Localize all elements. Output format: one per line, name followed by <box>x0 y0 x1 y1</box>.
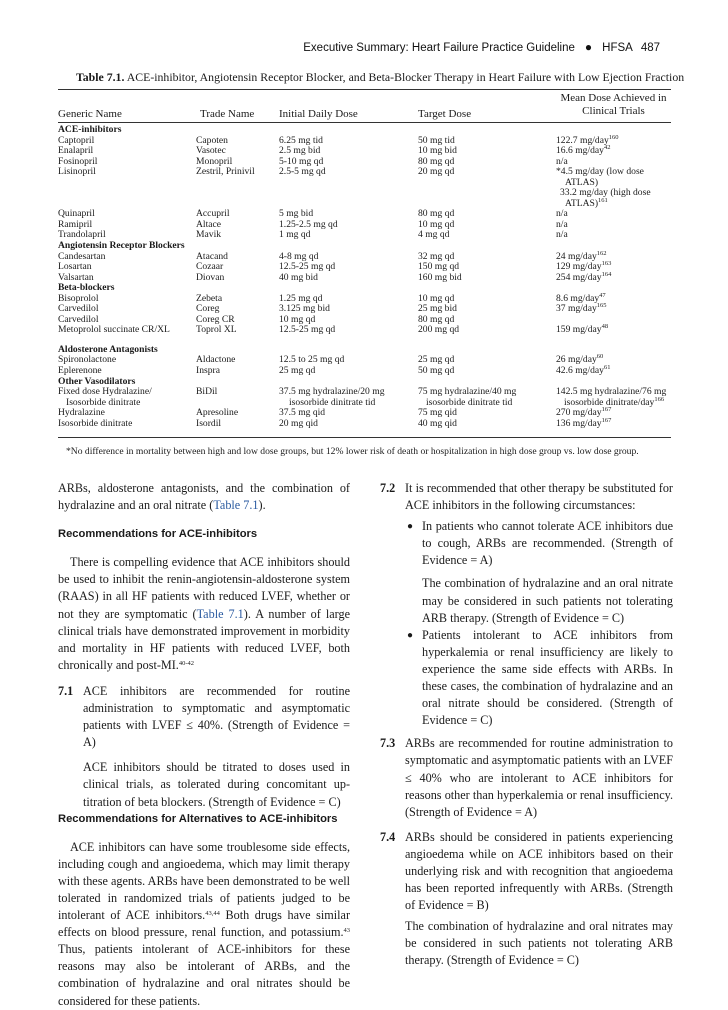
citation[interactable]: 47 <box>599 291 606 299</box>
col-initial-dose: Initial Daily Dose <box>279 108 358 120</box>
citation[interactable]: 43 <box>343 927 350 935</box>
generic-name: Fixed dose Hydralazine/ Isosorbide dinitrate <box>58 386 152 408</box>
generic-name: Bisoprolol <box>58 292 99 304</box>
mean-dose: 142.5 mg hydralazine/76 mg isosorbide dinitrate/day$^{166}$ <box>556 386 667 408</box>
citation[interactable]: 166 <box>654 395 665 403</box>
table-row <box>58 270 671 284</box>
target-dose: 80 mg qd <box>418 313 455 325</box>
generic-name: Carvedilol <box>58 303 99 315</box>
category-label: Angiotensin Receptor Blockers <box>58 240 185 252</box>
page-number: 487 <box>640 42 660 54</box>
table-row <box>58 387 671 408</box>
generic-name: Trandolapril <box>58 229 106 241</box>
trade-name: Isordil <box>196 417 222 429</box>
trade-name: Diovan <box>196 271 225 283</box>
bullet-cough-note: The combination of hydralazine and an oral nitrate may be considered in such patients not tolerating ARB therapy. (Strength of Evidence = C) <box>422 576 673 625</box>
recommendation-7-4-note: The combination of hydralazine and oral nitrates may be considered in such patients not tolerating ARB therapy. (Strength of Evidence = C) <box>405 919 673 968</box>
citation[interactable]: 60 <box>596 353 604 361</box>
generic-name: Spironolactone <box>58 354 117 366</box>
trade-name: Coreg <box>196 303 220 315</box>
generic-name: Hydralazine <box>58 407 105 419</box>
citation[interactable]: 42 <box>603 144 611 152</box>
mean-dose: 16.6 mg/day$^{42}$ <box>556 144 611 157</box>
mean-dose: 8.6 mg/day$^{47}$ <box>556 291 606 304</box>
mean-dose: n/a <box>556 229 568 241</box>
target-dose: 20 mg qd <box>418 166 455 178</box>
citation[interactable]: 165 <box>596 302 607 310</box>
journal-title: Executive Summary: Heart Failure Practice Guideline <box>303 42 575 54</box>
mean-dose: 24 mg/day$^{162}$ <box>556 249 607 262</box>
generic-name: Fosinopril <box>58 155 98 167</box>
trade-name: Vasotec <box>196 145 226 157</box>
citation[interactable]: 40-42 <box>178 659 194 667</box>
generic-name: Isosorbide dinitrate <box>58 417 133 429</box>
table-label: Table 7.1. <box>76 70 125 84</box>
generic-name: Losartan <box>58 261 92 273</box>
table-row <box>58 416 671 430</box>
initial-dose: 12.5 to 25 mg qd <box>279 354 345 366</box>
citation[interactable]: 167 <box>601 416 612 424</box>
trade-name: Mavik <box>196 229 222 241</box>
generic-name: Ramipril <box>58 218 93 230</box>
table-bottom-rule <box>58 437 671 438</box>
table-link[interactable]: Table 7.1 <box>196 606 244 621</box>
trade-name: Coreg CR <box>196 313 235 325</box>
table-row <box>58 167 671 209</box>
category-label: Other Vasodilators <box>58 375 136 387</box>
initial-dose: 1 mg qd <box>279 229 311 241</box>
table-row <box>58 220 671 231</box>
mean-dose: n/a <box>556 218 568 230</box>
recommendation-7-1-note: ACE inhibitors should be titrated to doses used in clinical trials, as tolerated during concomitant up-titration of beta blockers. (Strength of Evidence = C) <box>83 760 350 809</box>
target-dose: 200 mg qd <box>418 324 460 336</box>
generic-name: Captopril <box>58 134 95 146</box>
trade-name: Cozaar <box>196 261 224 273</box>
initial-dose: 25 mg qd <box>279 365 316 376</box>
citation[interactable]: 163 <box>601 260 612 268</box>
recommendation-7-4: 7.4 ARBs should be considered in patients experiencing angioedema while on ACE inhibitors based on their underlying risk and with recognition that angioedema has been reported infrequently with ARBs. (Strength of Evidence = B) <box>380 829 673 913</box>
table-caption <box>76 70 696 85</box>
citation[interactable]: 160 <box>608 133 619 141</box>
target-dose: 50 mg tid <box>418 134 455 146</box>
generic-name: Carvedilol <box>58 313 99 325</box>
trade-name: Altace <box>196 218 222 230</box>
trade-name: Zebeta <box>196 292 223 304</box>
generic-name: Metoprolol succinate CR/XL <box>58 324 170 336</box>
bullet-icon: ● <box>407 521 414 533</box>
table-body <box>58 125 671 429</box>
target-dose: 80 mg qd <box>418 155 455 167</box>
table-row <box>58 209 671 220</box>
mean-dose: 254 mg/day$^{164}$ <box>556 270 612 283</box>
mean-dose: n/a <box>556 208 568 220</box>
citation[interactable]: 161 <box>598 196 608 204</box>
category-label: Beta-blockers <box>58 282 115 294</box>
target-dose: 75 mg hydralazine/40 mg isosorbide dinitrate tid <box>418 386 517 408</box>
initial-dose: 3.125 mg bid <box>279 303 330 315</box>
target-dose: 4 mg qd <box>418 229 450 241</box>
society-name: HFSA <box>602 42 633 54</box>
initial-dose: 20 mg qid <box>279 417 318 429</box>
table-link[interactable]: Table 7.1 <box>213 498 259 513</box>
mean-dose: *4.5 mg/day (low dose ATLAS) 33.2 mg/day (high dose ATLAS)$^{161}$ <box>556 166 651 209</box>
trade-name: Aldactone <box>196 354 236 366</box>
recommendation-7-2: 7.2 It is recommended that other therapy be substituted for ACE inhibitors in the following circumstances: <box>380 481 673 513</box>
trade-name: BiDil <box>196 386 218 398</box>
trade-name: Inspra <box>196 365 220 376</box>
citation[interactable]: 61 <box>603 364 611 371</box>
mean-dose: 26 mg/day$^{60}$ <box>556 353 604 366</box>
mean-dose: 42.6 mg/day$^{61}$ <box>556 364 611 376</box>
alternatives-paragraph: ACE inhibitors can have some troublesome side effects, including cough and angioedema, which may limit therapy with these agents. ARBs have been demonstrated to be well tolerated in randomized trials of patients judged to be intolerant of ACE inhibitors.$^{43,44}$ Both drugs have similar effects on blood pressure, renal function, and potassium.$^{43}$ Thus, patients intolerant of ACE-inhibitors for these reasons may also be intolerant of ARBs, and the combination of hydralazine and oral nitrates should be considered for these patients. <box>58 839 351 1008</box>
col-mean-dose: Mean Dose Achieved in Clinical Trials <box>560 92 667 117</box>
target-dose: 80 mg qd <box>418 208 455 220</box>
col-generic-name: Generic Name <box>58 108 122 120</box>
target-dose: 25 mg bid <box>418 303 457 315</box>
initial-dose: 5-10 mg qd <box>279 155 324 167</box>
citation[interactable]: 48 <box>601 323 609 331</box>
left-column <box>58 480 350 1010</box>
target-dose: 160 mg bid <box>418 271 462 283</box>
initial-dose: 37.5 mg qid <box>279 407 326 419</box>
target-dose: 10 mg qd <box>418 292 455 304</box>
mean-dose: 270 mg/day$^{167}$ <box>556 406 612 419</box>
category-label: ACE-inhibitors <box>58 124 122 135</box>
initial-dose: 1.25-2.5 mg qd <box>279 218 338 230</box>
table-footnote: *No difference in mortality between high and low dose groups, but 12% lower risk of death or hospitalization in high dose group vs. low dose group. <box>66 446 639 457</box>
col-target-dose: Target Dose <box>418 108 472 120</box>
initial-dose: 12.5-25 mg qd <box>279 324 336 336</box>
initial-dose: 10 mg qd <box>279 313 316 325</box>
mean-dose: n/a <box>556 155 568 167</box>
trade-name: Apresoline <box>196 407 239 419</box>
target-dose: 10 mg qd <box>418 218 455 230</box>
bullet-hyperkalemia: ● Patients intolerant to ACE inhibitors from hyperkalemia or renal insufficiency are likely to experience the same side effects with ARBs. In these cases, the combination of hydralazine and an oral nitrate should be considered. (Strength of Evidence = C) <box>407 627 673 728</box>
section-heading-alternatives: Recommendations for Alternatives to ACE-inhibitors <box>58 812 338 825</box>
recommendation-7-1: 7.1 ACE inhibitors are recommended for routine administration to symptomatic and asymptomatic patients with LVEF ≤ 40%. (Strength of Evidence = A) <box>58 683 350 750</box>
target-dose: 40 mg qid <box>418 417 457 429</box>
bullet-separator: ● <box>584 40 593 54</box>
generic-name: Enalapril <box>58 145 94 157</box>
trade-name: Capoten <box>196 134 228 146</box>
mean-dose: 37 mg/day$^{165}$ <box>556 302 607 315</box>
citation[interactable]: 167 <box>601 406 612 414</box>
recommendation-7-3: 7.3 ARBs are recommended for routine administration to symptomatic and asymptomatic patients with an LVEF ≤ 40% who are intolerant to ACE inhibitors for reasons other than hyperkalemia or renal insufficiency. (Strength of Evidence = A) <box>380 736 673 819</box>
bullet-cough: ● In patients who cannot tolerate ACE inhibitors due to cough, ARBs are recommended. (Strength of Evidence = A) <box>407 519 673 568</box>
mean-dose: 129 mg/day$^{163}$ <box>556 260 612 273</box>
initial-dose: 2.5-5 mg qd <box>279 166 326 178</box>
table-row <box>58 304 671 315</box>
initial-dose: 37.5 mg hydralazine/20 mg isosorbide dinitrate tid <box>279 386 385 408</box>
target-dose: 32 mg qd <box>418 250 455 262</box>
trade-name: Zestril, Prinivil <box>196 166 255 178</box>
trade-name: Atacand <box>196 250 228 262</box>
generic-name: Eplerenone <box>58 365 102 376</box>
initial-dose: 4-8 mg qd <box>279 250 319 262</box>
trade-name: Accupril <box>196 208 230 220</box>
right-column <box>380 480 673 970</box>
trade-name: Toprol XL <box>196 324 237 336</box>
intro-paragraph: ARBs, aldosterone antagonists, and the combination of hydralazine and an oral nitrate (Table 7.1). <box>58 481 350 513</box>
table-header-rule <box>58 122 671 123</box>
initial-dose: 1.25 mg qd <box>279 292 323 304</box>
target-dose: 150 mg qd <box>418 261 460 273</box>
citation[interactable]: 164 <box>601 270 612 278</box>
initial-dose: 40 mg bid <box>279 271 318 283</box>
trade-name: Monopril <box>196 155 233 167</box>
generic-name: Lisinopril <box>58 166 96 178</box>
table-header <box>58 92 671 120</box>
running-header <box>0 40 660 54</box>
citation[interactable]: 162 <box>596 249 607 257</box>
section-heading-ace: Recommendations for ACE-inhibitors <box>58 528 258 541</box>
mean-dose: 122.7 mg/day$^{160}$ <box>556 133 619 146</box>
table-row <box>58 325 671 345</box>
target-dose: 75 mg qid <box>418 407 457 419</box>
generic-name: Quinapril <box>58 208 95 220</box>
table-top-rule <box>58 89 671 90</box>
initial-dose: 2.5 mg bid <box>279 145 321 157</box>
table-title: ACE-inhibitor, Angiotensin Receptor Blocker, and Beta-Blocker Therapy in Heart Failure with Low Ejection Fraction <box>126 70 685 84</box>
category-label: Aldosterone Antagonists <box>58 343 158 355</box>
generic-name: Valsartan <box>58 271 94 283</box>
initial-dose: 6.25 mg tid <box>279 134 323 146</box>
table-row <box>58 366 671 377</box>
target-dose: 10 mg bid <box>418 145 457 157</box>
col-trade-name: Trade Name <box>200 108 255 120</box>
ace-paragraph: There is compelling evidence that ACE inhibitors should be used to inhibit the renin-angiotensin-aldosterone system (RAAS) in all HF patients with reduced LVEF, whether or not they are symptomatic (Table 7.1). A number of large clinical trials have demonstrated improvement in morbidity and mortality in HF patients with reduced LVEF, both chronically and post-MI.$^{40-42}$ <box>58 555 350 672</box>
initial-dose: 5 mg bid <box>279 208 314 220</box>
mean-dose: 159 mg/day$^{48}$ <box>556 323 609 336</box>
generic-name: Candesartan <box>58 250 106 262</box>
table-row <box>58 146 671 157</box>
target-dose: 50 mg qd <box>418 365 455 376</box>
citation[interactable]: 43,44 <box>205 910 220 918</box>
bullet-icon: ● <box>407 629 414 641</box>
initial-dose: 12.5-25 mg qd <box>279 261 336 273</box>
target-dose: 25 mg qd <box>418 354 455 366</box>
mean-dose: 136 mg/day$^{167}$ <box>556 416 612 429</box>
